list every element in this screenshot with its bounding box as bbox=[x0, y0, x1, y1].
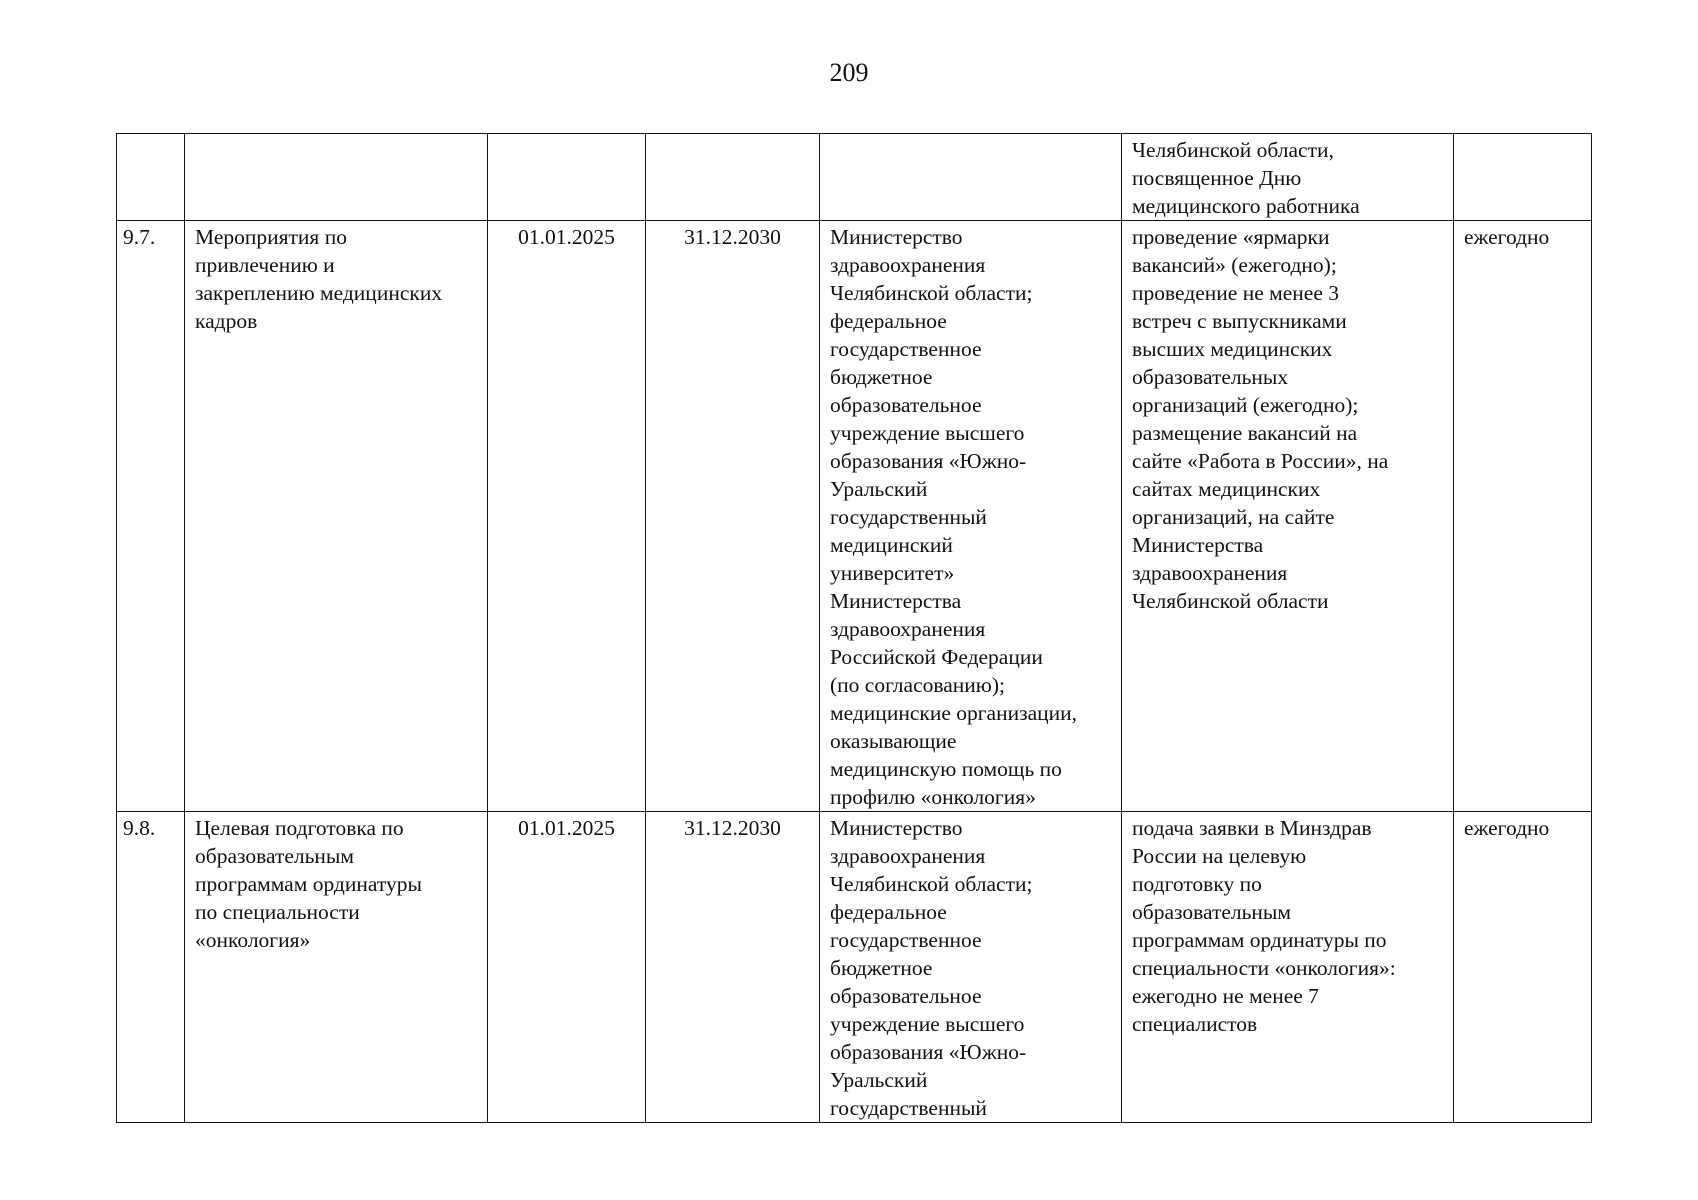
cell-end-date: 31.12.2030 bbox=[646, 221, 820, 812]
cell-period bbox=[1454, 134, 1592, 221]
cell-responsible bbox=[820, 134, 1122, 221]
cell-end-date bbox=[646, 134, 820, 221]
cell-measure-name: Целевая подготовка по образовательным программам ординатуры по специальности «онкология» bbox=[185, 812, 488, 1123]
cell-result: проведение «ярмарки вакансий» (ежегодно); проведение не менее 3 встреч с выпускниками высших медицинских образовательных организаций (ежегодно); размещение вакансий на сайте «Работа в России», на сайтах медицинских организаций, на сайте Министерства здравоохранения Челябинской области bbox=[1122, 221, 1454, 812]
cell-result: Челябинской области, посвященное Дню медицинского работника bbox=[1122, 134, 1454, 221]
table-row bbox=[117, 812, 1592, 1123]
cell-measure-name: Мероприятия по привлечению и закреплению медицинских кадров bbox=[185, 221, 488, 812]
cell-start-date bbox=[488, 134, 646, 221]
cell-responsible: Министерство здравоохранения Челябинской области; федеральное государственное бюджетное образовательное учреждение высшего образования «Южно- Уральский государственный медицинский университет» Министерства здравоохранения Российской Федерации (по согласованию); медицинские организации, оказывающие медицинскую помощь по профилю «онкология» bbox=[820, 221, 1122, 812]
cell-period: ежегодно bbox=[1454, 221, 1592, 812]
measures-table bbox=[116, 133, 1592, 1123]
cell-start-date: 01.01.2025 bbox=[488, 812, 646, 1123]
cell-period: ежегодно bbox=[1454, 812, 1592, 1123]
cell-number: 9.7. bbox=[117, 221, 185, 812]
cell-number: 9.8. bbox=[117, 812, 185, 1123]
page-number: 209 bbox=[829, 58, 869, 87]
cell-number bbox=[117, 134, 185, 221]
cell-end-date: 31.12.2030 bbox=[646, 812, 820, 1123]
cell-measure-name bbox=[185, 134, 488, 221]
cell-start-date: 01.01.2025 bbox=[488, 221, 646, 812]
table-row bbox=[117, 134, 1592, 221]
table-row bbox=[117, 221, 1592, 812]
cell-responsible: Министерство здравоохранения Челябинской области; федеральное государственное бюджетное образовательное учреждение высшего образования «Южно- Уральский государственный bbox=[820, 812, 1122, 1123]
cell-result: подача заявки в Минздрав России на целевую подготовку по образовательным программам ординатуры по специальности «онкология»: ежегодно не менее 7 специалистов bbox=[1122, 812, 1454, 1123]
